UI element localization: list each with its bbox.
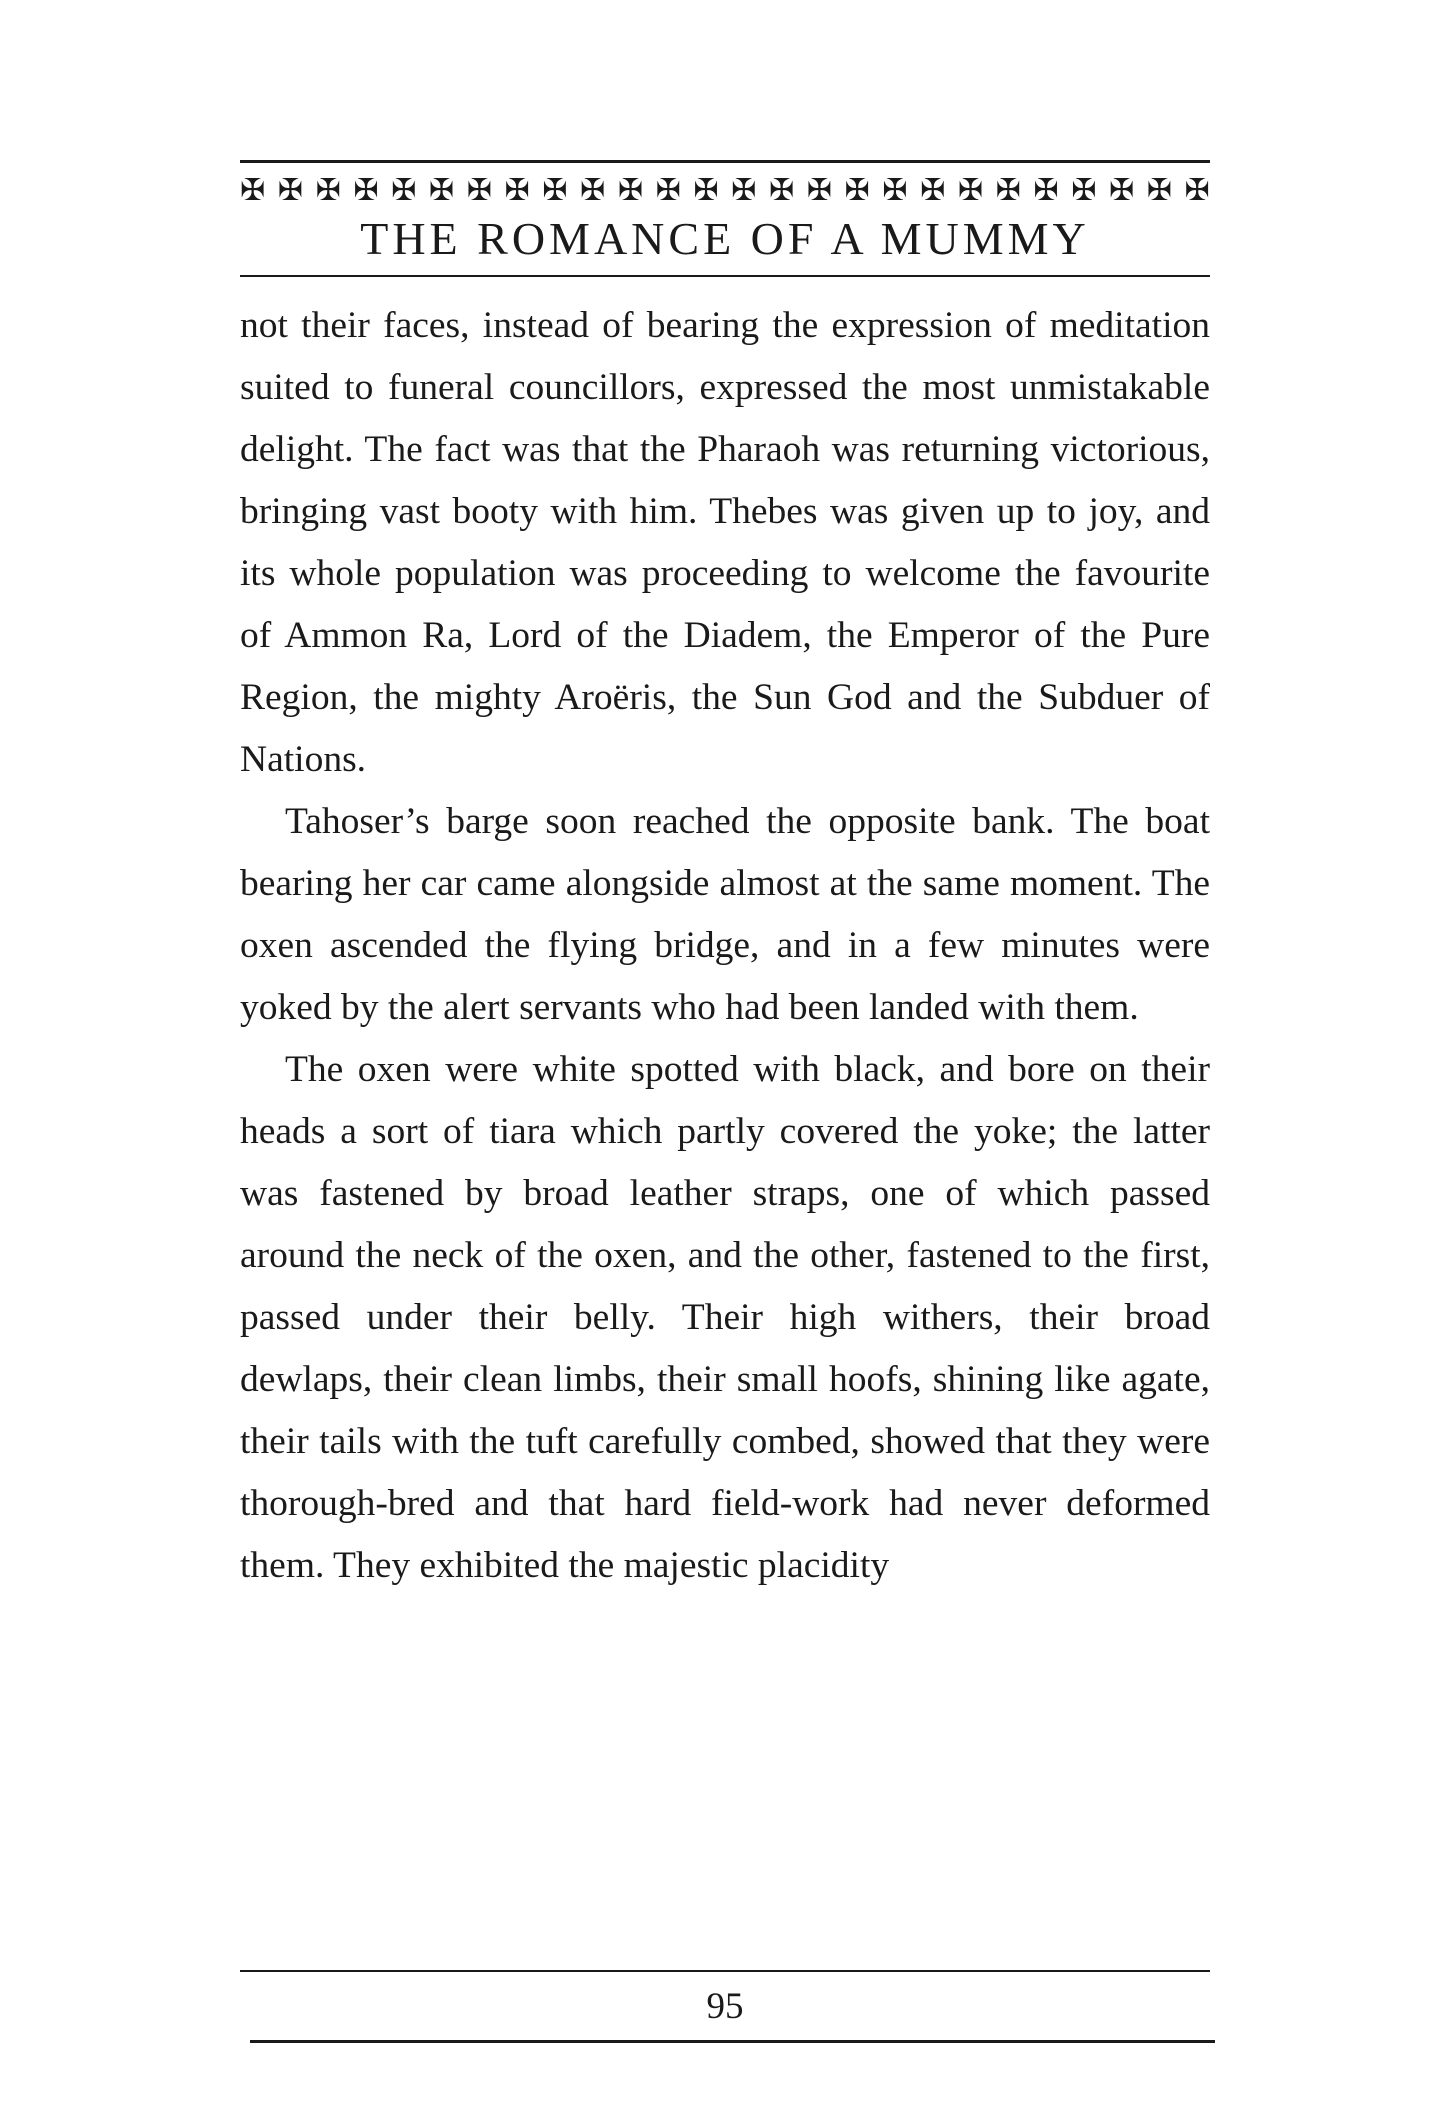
paragraph-3: The oxen were white spotted with black, and bore on their heads a sort of tiara which partly covered the yoke; the latter was fastened by broad leather straps, one of which passed around the neck of the oxen, and the other, fastened to the first, passed under their belly. Their high withers, their broad dewlaps, their clean limbs, their small hoofs, shining like agate, their tails with the tuft carefully combed, showed that they were thorough-bred and that hard field-work had never deformed them. They exhibited the majestic placidity: [240, 1049, 1210, 1586]
fleur-ornament-icon: ✠: [240, 173, 266, 208]
fleur-ornament-icon: ✠: [882, 173, 908, 208]
fleur-ornament-icon: ✠: [1108, 173, 1135, 208]
page-number: 95: [706, 1986, 744, 2027]
fleur-ornament-icon: ✠: [617, 173, 643, 208]
header-bottom-rule: [240, 275, 1210, 277]
fleur-ornament-icon: ✠: [315, 173, 341, 208]
fleur-ornament-icon: ✠: [504, 173, 530, 208]
fleur-ornament-icon: ✠: [1184, 173, 1210, 208]
header-top-rule: [240, 160, 1210, 163]
fleur-ornament-icon: ✠: [1033, 173, 1059, 208]
fleur-ornament-icon: ✠: [391, 173, 417, 208]
running-title: THE ROMANCE OF A MUMMY: [360, 213, 1090, 264]
fleur-ornament-icon: ✠: [1146, 173, 1172, 208]
fleur-ornament-icon: ✠: [768, 173, 795, 208]
header-ornament-band: [240, 171, 1210, 211]
fleur-ornament-icon: ✠: [693, 173, 719, 208]
fleur-ornament-icon: ✠: [806, 173, 832, 208]
fleur-ornament-icon: ✠: [428, 173, 455, 208]
folio-rule: [250, 2040, 1215, 2043]
footer-rule: [240, 1970, 1210, 1972]
fleur-ornament-icon: ✠: [277, 173, 303, 208]
fleur-ornament-icon: ✠: [995, 173, 1021, 208]
paragraph-2: Tahoser’s barge soon reached the opposite bank. The boat bearing her car came alongside almost at the same moment. The oxen ascended the flying bridge, and in a few minutes were yoked by the alert servants who had been landed with them.: [240, 801, 1210, 1028]
fleur-ornament-icon: ✠: [920, 173, 946, 208]
fleur-ornament-icon: ✠: [580, 173, 606, 208]
fleur-ornament-icon: ✠: [353, 173, 379, 208]
page: [240, 160, 1210, 1597]
fleur-ornament-icon: ✠: [542, 173, 568, 208]
fleur-ornament-icon: ✠: [1071, 173, 1097, 208]
body-text: [240, 295, 1210, 1597]
fleur-ornament-icon: ✠: [957, 173, 983, 208]
fleur-ornament-icon: ✠: [844, 173, 870, 208]
fleur-ornament-icon: ✠: [466, 173, 492, 208]
paragraph-1: not their faces, instead of bearing the expression of meditation suited to funeral councillors, expressed the most unmistakable delight. The fact was that the Pharaoh was returning victorious, bringing vast booty with him. Thebes was given up to joy, and its whole population was proceeding to welcome the favourite of Ammon Ra, Lord of the Diadem, the Emperor of the Pure Region, the mighty Aroëris, the Sun God and the Subduer of Nations.: [240, 305, 1210, 780]
fleur-ornament-icon: ✠: [731, 173, 757, 208]
fleur-ornament-icon: ✠: [655, 173, 681, 208]
